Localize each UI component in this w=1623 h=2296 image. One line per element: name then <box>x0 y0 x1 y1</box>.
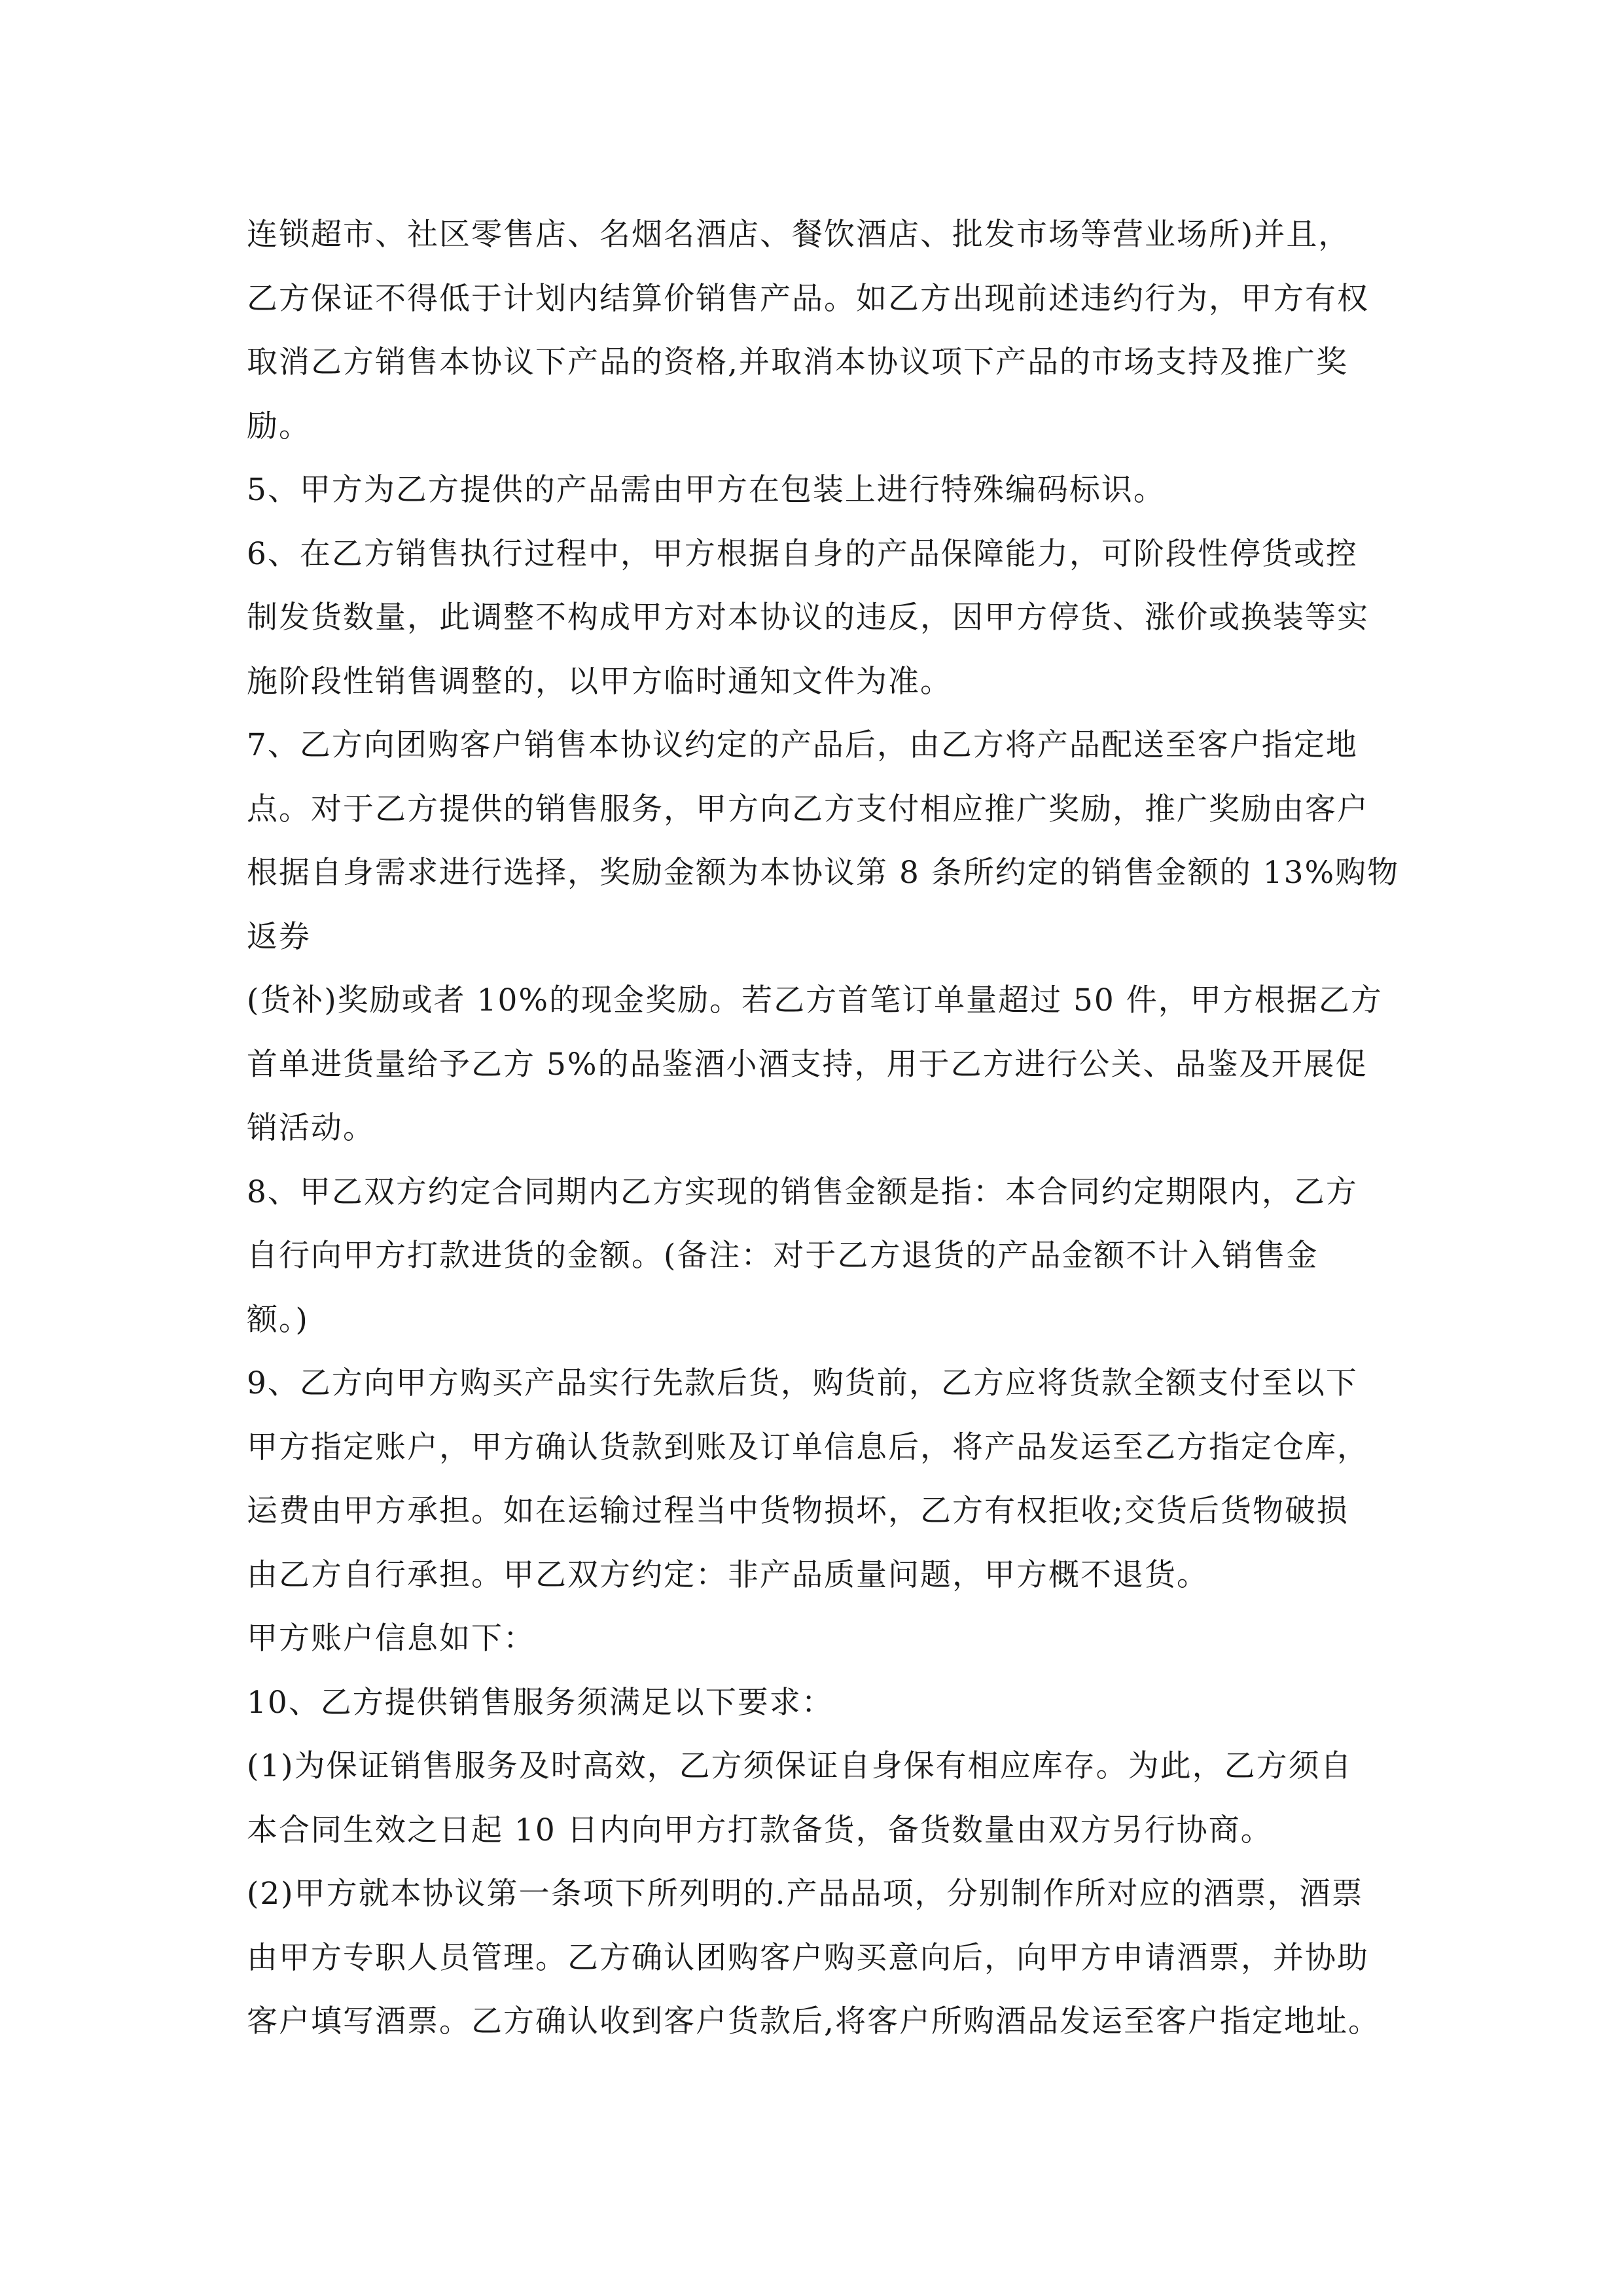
text-line: 甲方指定账户，甲方确认货款到账及订单信息后，将产品发运至乙方指定仓库， <box>247 1429 1369 1465</box>
account-info-heading: 甲方账户信息如下： <box>247 1621 535 1657</box>
text-line: 励。 <box>247 408 311 444</box>
text-line: 连锁超市、社区零售店、名烟名酒店、餐饮酒店、批发市场等营业场所)并且， <box>247 217 1351 253</box>
text-line: 点。对于乙方提供的销售服务，甲方向乙方支付相应推广奖励，推广奖励由客户 <box>247 791 1369 827</box>
text-line: 制发货数量，此调整不构成甲方对本协议的违反，因甲方停货、涨价或换装等实 <box>247 600 1369 636</box>
clause-10-item-1: (1)为保证销售服务及时高效，乙方须保证自身保有相应库存。为此，乙方须自 <box>247 1748 1353 1784</box>
text-line: 销活动。 <box>247 1110 375 1146</box>
text-line: 本合同生效之日起 10 日内向甲方打款备货，备货数量由双方另行协商。 <box>247 1812 1273 1848</box>
clause-7: 7、乙方向团购客户销售本协议约定的产品后，由乙方将产品配送至客户指定地 <box>247 727 1358 763</box>
text-line: 由乙方自行承担。甲乙双方约定：非产品质量问题，甲方概不退货。 <box>247 1556 1209 1593</box>
clause-6: 6、在乙方销售执行过程中，甲方根据自身的产品保障能力，可阶段性停货或控 <box>247 535 1358 572</box>
clause-5: 5、甲方为乙方提供的产品需由甲方在包装上进行特殊编码标识。 <box>247 472 1166 508</box>
text-line: 额。) <box>247 1301 309 1338</box>
text-line: (货补)奖励或者 10%的现金奖励。若乙方首笔订单量超过 50 件，甲方根据乙方 <box>247 982 1383 1018</box>
text-line: 返券 <box>247 918 311 955</box>
clause-10-item-2: (2)甲方就本协议第一条项下所列明的.产品品项，分别制作所对应的酒票，酒票 <box>247 1876 1364 1912</box>
text-line: 施阶段性销售调整的，以甲方临时通知文件为准。 <box>247 663 952 700</box>
text-line: 客户填写酒票。乙方确认收到客户货款后,将客户所购酒品发运至客户指定地址。 <box>247 2003 1380 2039</box>
text-line: 首单进货量给予乙方 5%的品鉴酒小酒支持，用于乙方进行公关、品鉴及开展促 <box>247 1046 1368 1083</box>
contract-text <box>247 203 1400 2054</box>
clause-9: 9、乙方向甲方购买产品实行先款后货，购货前，乙方应将货款全额支付至以下 <box>247 1365 1358 1401</box>
text-line: 根据自身需求进行选择，奖励金额为本协议第 8 条所约定的销售金额的 13%购物 <box>247 855 1400 891</box>
clause-10: 10、乙方提供销售服务须满足以下要求： <box>247 1684 834 1721</box>
text-line: 自行向甲方打款进货的金额。(备注：对于乙方退货的产品金额不计入销售金 <box>247 1238 1319 1274</box>
text-line: 运费由甲方承担。如在运输过程当中货物损坏，乙方有权拒收;交货后货物破损 <box>247 1493 1349 1529</box>
clause-8: 8、甲乙双方约定合同期内乙方实现的销售金额是指：本合同约定期限内，乙方 <box>247 1174 1358 1210</box>
text-line: 取消乙方销售本协议下产品的资格,并取消本协议项下产品的市场支持及推广奖 <box>247 344 1348 380</box>
text-line: 乙方保证不得低于计划内结算价销售产品。如乙方出现前述违约行为，甲方有权 <box>247 280 1369 317</box>
text-line: 由甲方专职人员管理。乙方确认团购客户购买意向后，向甲方申请酒票，并协助 <box>247 1939 1369 1976</box>
